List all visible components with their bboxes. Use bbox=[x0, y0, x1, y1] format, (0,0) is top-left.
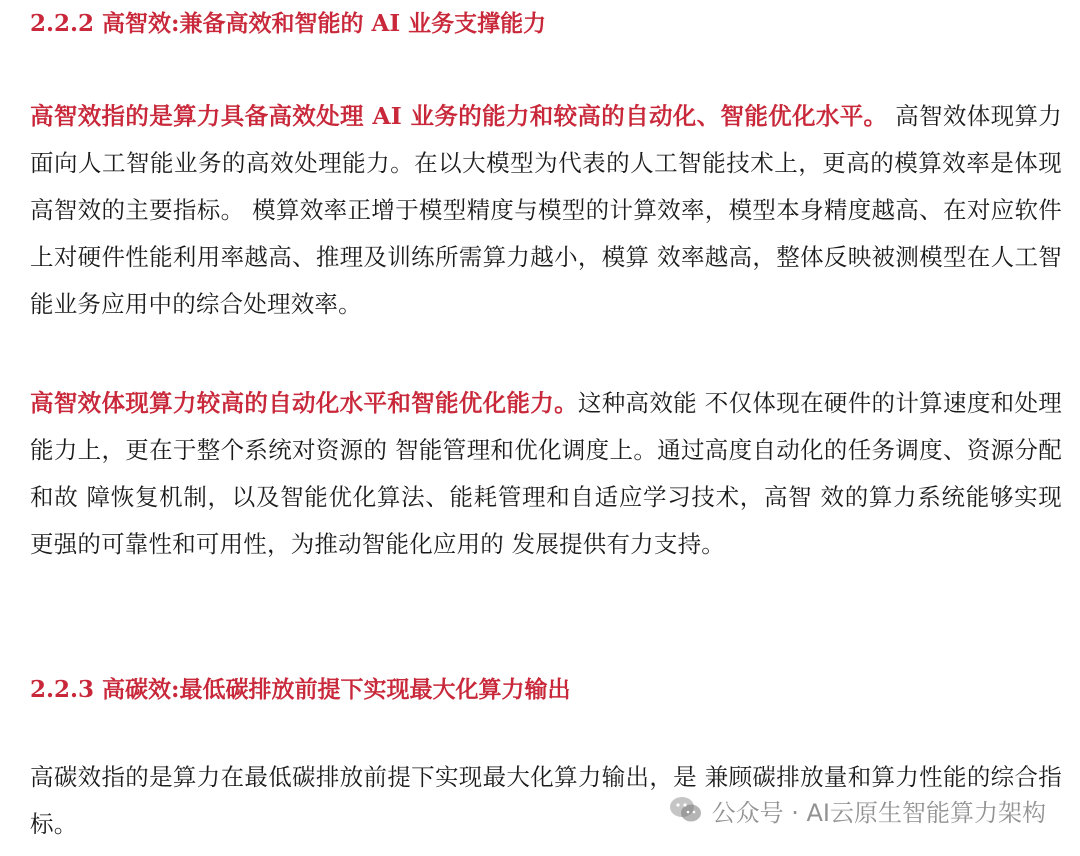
paragraph-text: 高智效体现算力面向人工智能业务的高效处理能力。在以大模型为代表的人工智能技术上，更高的模算效率是体现高智效的主要指标。 模算效率正增于模型精度与模型的计算效率，模型本身精度越高、在对应软件上对硬件性能利用率越高、推理及训练所需算力越小，模算 效率越高，整体反映被测模型在人工智能业务应用中的综合处理效率。 bbox=[30, 102, 1063, 318]
paragraph-highlight: 高智效体现算力较高的自动化水平和智能优化能力。 bbox=[30, 389, 578, 417]
paragraph-high-intelligence-efficiency bbox=[30, 93, 1062, 328]
section-heading-2-2-3: 2.2.3 高碳效:最低碳排放前提下实现最大化算力输出 bbox=[30, 676, 571, 703]
paragraph-automation-level bbox=[30, 380, 1062, 568]
wechat-icon bbox=[668, 795, 704, 825]
paragraph-carbon-efficiency: 高碳效指的是算力在最低碳排放前提下实现最大化算力输出，是 兼顾碳排放量和算力性能的综合指标。 bbox=[30, 763, 1062, 838]
watermark-text: 公众号 · AI云原生智能算力架构 bbox=[711, 798, 1046, 827]
paragraph-text: 这种高效能 不仅体现在硬件的计算速度和处理能力上，更在于整个系统对资源的 智能管理和优化调度上。通过高度自动化的任务调度、资源分配和故 障恢复机制，以及智能优化算法、能耗管理和自适应学习技术，高智 效的算力系统能够实现更强的可靠性和可用性，为推动智能化应用的 发展提供有力支持。 bbox=[30, 389, 1062, 558]
watermark bbox=[668, 790, 1046, 830]
section-heading-2-2-2: 2.2.2 高智效:兼备高效和智能的 AI 业务支撑能力 bbox=[30, 10, 547, 37]
paragraph-highlight: 高智效指的是算力具备高效处理 AI 业务的能力和较高的自动化、智能优化水平。 bbox=[30, 102, 888, 130]
